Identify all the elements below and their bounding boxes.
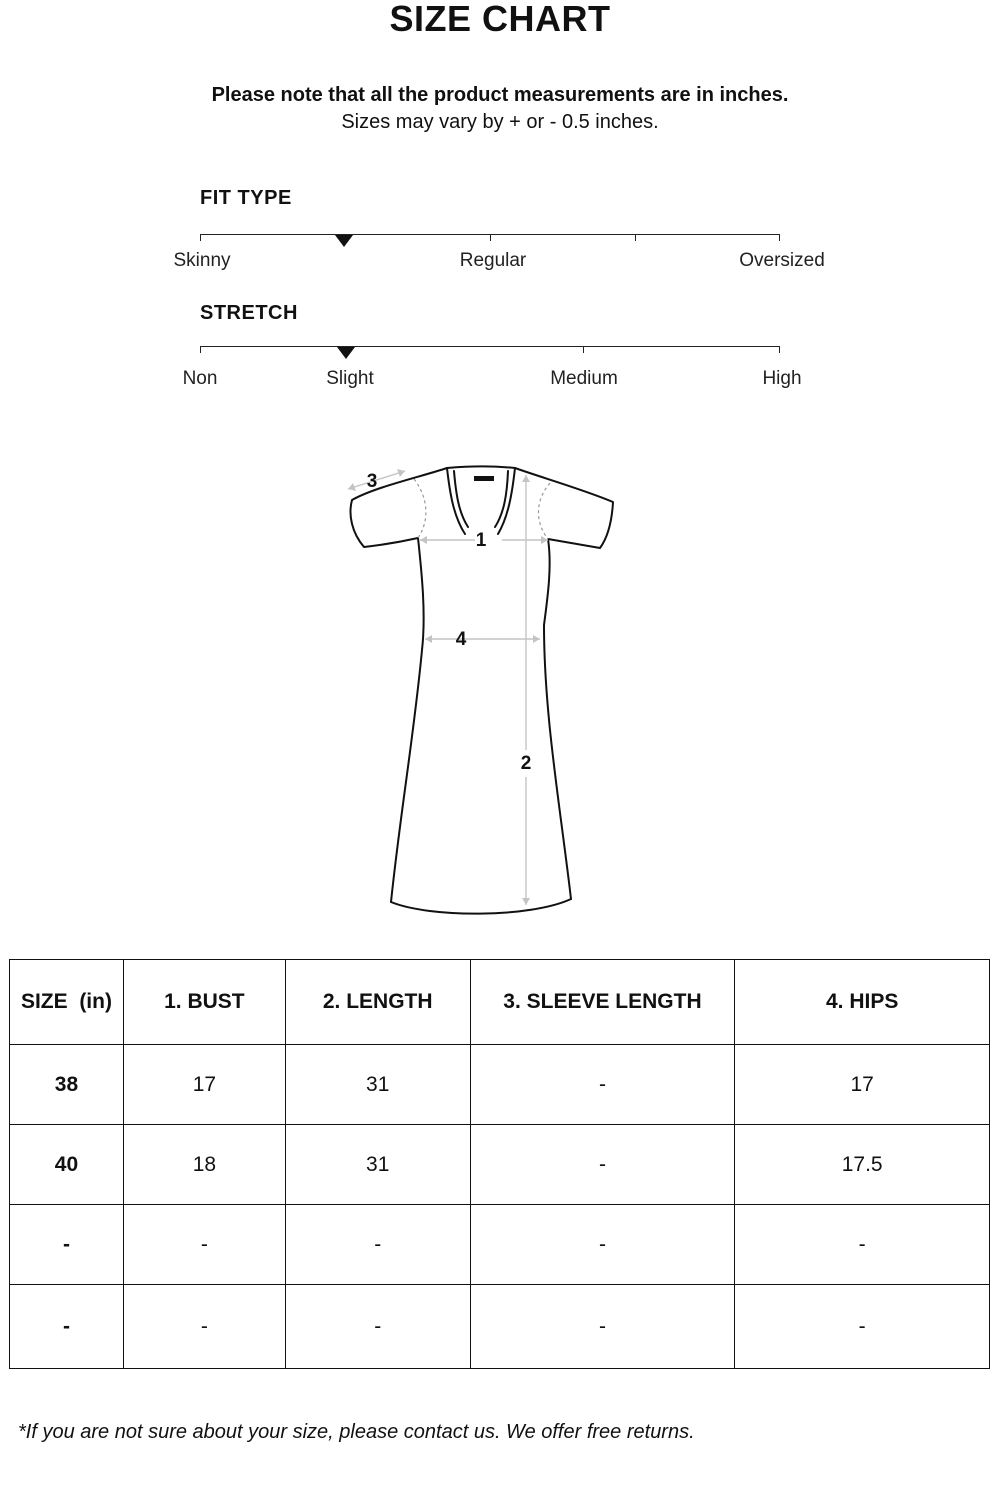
fit-type-label-skinny: Skinny bbox=[173, 250, 231, 271]
measurement-guides bbox=[348, 471, 548, 905]
size-cell: - bbox=[10, 1205, 124, 1285]
stretch-line bbox=[200, 346, 780, 347]
bust-cell: - bbox=[123, 1285, 285, 1369]
stretch-tick bbox=[779, 346, 780, 353]
measurement-arrowheads bbox=[348, 469, 548, 905]
fit-type-title: FIT TYPE bbox=[200, 187, 292, 209]
bust-measure-label: 1 bbox=[475, 530, 487, 551]
stretch-marker bbox=[337, 347, 355, 359]
header-length: 2. LENGTH bbox=[285, 960, 470, 1045]
hips-cell: - bbox=[735, 1205, 990, 1285]
sleeve-measure-label: 3 bbox=[366, 471, 378, 492]
sleeve-length-cell: - bbox=[470, 1285, 735, 1369]
stretch-label-non: Non bbox=[182, 368, 218, 389]
footnote: *If you are not sure about your size, please contact us. We offer free returns. bbox=[18, 1421, 695, 1443]
table-row bbox=[10, 1125, 990, 1205]
sleeve-length-cell: - bbox=[470, 1045, 735, 1125]
header-size: SIZE (in) bbox=[10, 960, 124, 1045]
stretch-label-high: High bbox=[762, 368, 802, 389]
sleeve-length-cell: - bbox=[470, 1125, 735, 1205]
fit-type-marker bbox=[335, 235, 353, 247]
table-row bbox=[10, 1285, 990, 1369]
header-sleeve-length: 3. SLEEVE LENGTH bbox=[470, 960, 735, 1045]
fit-type-tick bbox=[635, 234, 636, 241]
stretch-label-medium: Medium bbox=[550, 368, 618, 389]
header-bust: 1. BUST bbox=[123, 960, 285, 1045]
bust-cell: - bbox=[123, 1205, 285, 1285]
hips-cell: 17 bbox=[735, 1045, 990, 1125]
stretch-tick bbox=[200, 346, 201, 353]
bust-cell: 17 bbox=[123, 1045, 285, 1125]
fit-type-tick bbox=[779, 234, 780, 241]
neck-label-tag bbox=[474, 476, 494, 481]
size-cell: - bbox=[10, 1285, 124, 1369]
stretch-title: STRETCH bbox=[200, 302, 298, 324]
size-table bbox=[9, 959, 990, 1369]
hips-measure-label: 4 bbox=[455, 629, 467, 650]
page-title: SIZE CHART bbox=[389, 0, 611, 39]
hips-cell: 17.5 bbox=[735, 1125, 990, 1205]
size-cell: 40 bbox=[10, 1125, 124, 1205]
fit-type-tick bbox=[490, 234, 491, 241]
variance-note: Sizes may vary by + or - 0.5 inches. bbox=[341, 111, 659, 133]
length-cell: 31 bbox=[285, 1125, 470, 1205]
header-hips: 4. HIPS bbox=[735, 960, 990, 1045]
length-cell: - bbox=[285, 1285, 470, 1369]
table-row bbox=[10, 1045, 990, 1125]
stretch-tick bbox=[583, 346, 584, 353]
dress-diagram bbox=[330, 455, 630, 925]
fit-type-label-regular: Regular bbox=[459, 250, 527, 271]
fit-type-label-oversized: Oversized bbox=[739, 250, 825, 271]
table-header-row bbox=[10, 960, 990, 1045]
sleeve-length-cell: - bbox=[470, 1205, 735, 1285]
hips-cell: - bbox=[735, 1285, 990, 1369]
stretch-label-slight: Slight bbox=[326, 368, 374, 389]
length-cell: - bbox=[285, 1205, 470, 1285]
size-cell: 38 bbox=[10, 1045, 124, 1125]
fit-type-tick bbox=[200, 234, 201, 241]
length-measure-label: 2 bbox=[520, 753, 532, 774]
table-row bbox=[10, 1205, 990, 1285]
measurement-note: Please note that all the product measurements are in inches. bbox=[211, 84, 789, 106]
bust-cell: 18 bbox=[123, 1125, 285, 1205]
length-cell: 31 bbox=[285, 1045, 470, 1125]
